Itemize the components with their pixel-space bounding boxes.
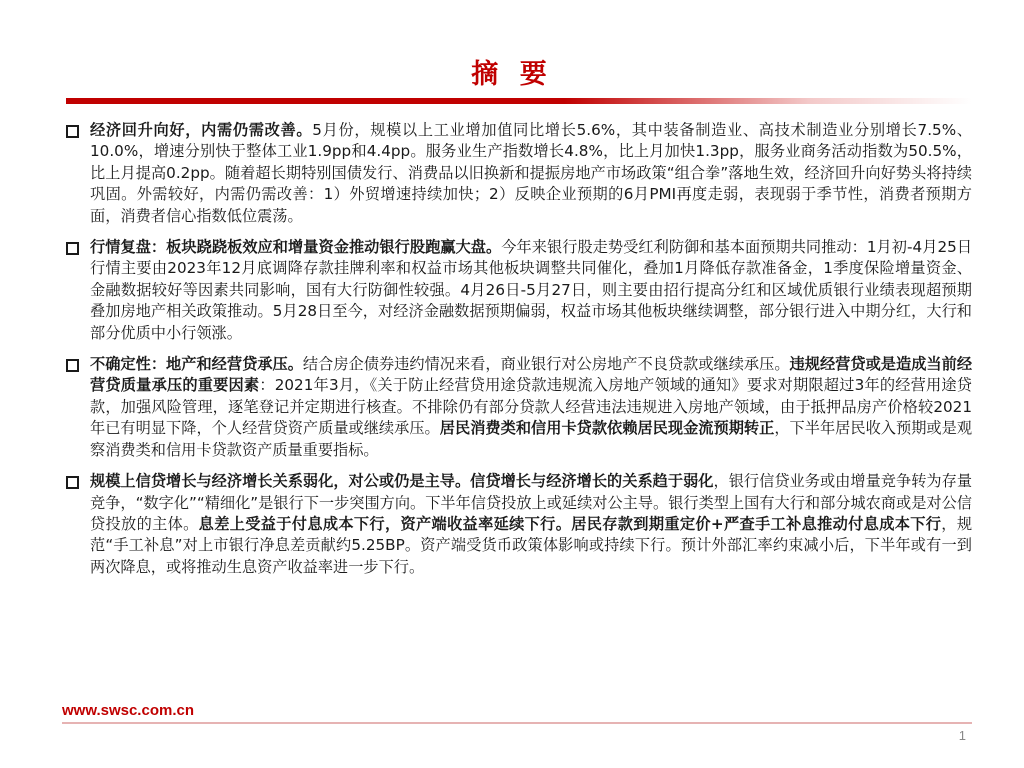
checkbox-bullet-icon bbox=[66, 476, 79, 489]
bullet-body: 5月份，规模以上工业增加值同比增长5.6%，其中装备制造业、高技术制造业分别增长7.5%、10.0%，增速分别快于整体工业1.9pp和4.4pp。服务业生产指数增长4.8%，比上月加快1.3pp，服务业商务活动指数为50.5%，比上月提高0.2pp。随着超长期特别国债发行、消费品以旧换新和提振房地产市场政策“组合拳”落地生效，经济回升向好势头将持续巩固。外需较好，内需仍需改善：1）外贸增速持续加快；2）反映企业预期的6月PMI再度走弱，表现弱于季节性，消费者预期方面，消费者信心指数低位震荡。 bbox=[90, 121, 972, 225]
summary-content bbox=[62, 120, 972, 588]
bullet-heading: 规模上信贷增长与经济增长关系弱化，对公或仍是主导。信贷增长与经济增长的关系趋于弱化 bbox=[90, 472, 714, 491]
bullet-emphasis: 居民消费类和信用卡贷款依赖居民现金流预期转正 bbox=[439, 419, 775, 438]
bullet-heading: 行情复盘：板块跷跷板效应和增量资金推动银行股跑赢大盘。 bbox=[90, 238, 502, 257]
bullet-body: 今年来银行股走势受红利防御和基本面预期共同推动：1月初-4月25日行情主要由2023年12月底调降存款挂牌利率和权益市场其他板块调整共同催化，叠加1月降低存款准备金，1季度保险增量资金、金融数据较好等因素共同影响，国有大行防御性较强。4月26日-5月27日，则主要由招行提高分红和区域优质银行业绩表现超预期叠加房地产相关政策推动。5月28日至今，对经济金融数据预期偏弱，权益市场其他板块继续调整，部分银行进入中期分红，大行和部分优质中小行领涨。 bbox=[90, 238, 973, 342]
title-divider bbox=[66, 98, 972, 104]
bullet-market-review bbox=[62, 237, 972, 344]
page-title: 摘 要 bbox=[471, 59, 553, 90]
bullet-emphasis: 息差上受益于付息成本下行，资产端收益率延续下行。居民存款到期重定价+严查手工补息推动付息成本下行 bbox=[198, 514, 942, 533]
bullet-body: ，规范“手工补息”对上市银行净息差贡献约5.25BP。资产端受货币政策体影响或持续下行。预计外部汇率约束减小后，下半年或有一到两次降息，或将推动生息资产收益率进一步下行。 bbox=[90, 514, 973, 576]
footer-divider bbox=[62, 722, 972, 724]
checkbox-bullet-icon bbox=[66, 359, 79, 372]
checkbox-bullet-icon bbox=[66, 242, 79, 255]
page-number: 1 bbox=[958, 728, 966, 743]
bullet-body: ，下半年居民收入预期或是观察消费类和信用卡贷款资产质量重要指标。 bbox=[90, 419, 973, 459]
bullet-heading: 经济回升向好，内需仍需改善。 bbox=[90, 121, 313, 139]
bullet-body: 结合房企债券违约情况来看，商业银行对公房地产不良贷款或继续承压。 bbox=[302, 355, 790, 374]
footer-website: www.swsc.com.cn bbox=[62, 702, 194, 719]
bullet-body: ：2021年3月，《关于防止经营贷用途贷款违规流入房地产领域的通知》要求对期限超过3年的经营用途贷款，加强风险管理，逐笔登记并定期进行核查。不排除仍有部分贷款人经营违法违规进入房地产领域，由于抵押品房产价格较2021年已有明显下降，个人经营贷资产质量或继续承压。 bbox=[90, 376, 972, 438]
bullet-economy bbox=[62, 120, 972, 227]
checkbox-bullet-icon bbox=[66, 125, 79, 138]
bullet-uncertainty bbox=[62, 354, 972, 461]
bullet-credit-growth bbox=[62, 471, 972, 578]
bullet-body: ，银行信贷业务或由增量竞争转为存量竞争，“数字化”“精细化”是银行下一步突围方向。下半年信贷投放上或延续对公主导。银行类型上国有大行和部分城农商或是对公信贷投放的主体。 bbox=[90, 472, 973, 533]
bullet-heading: 不确定性：地产和经营贷承压。 bbox=[90, 355, 303, 374]
bullet-emphasis: 违规经营贷或是造成当前经营贷质量承压的重要因素 bbox=[90, 355, 973, 395]
